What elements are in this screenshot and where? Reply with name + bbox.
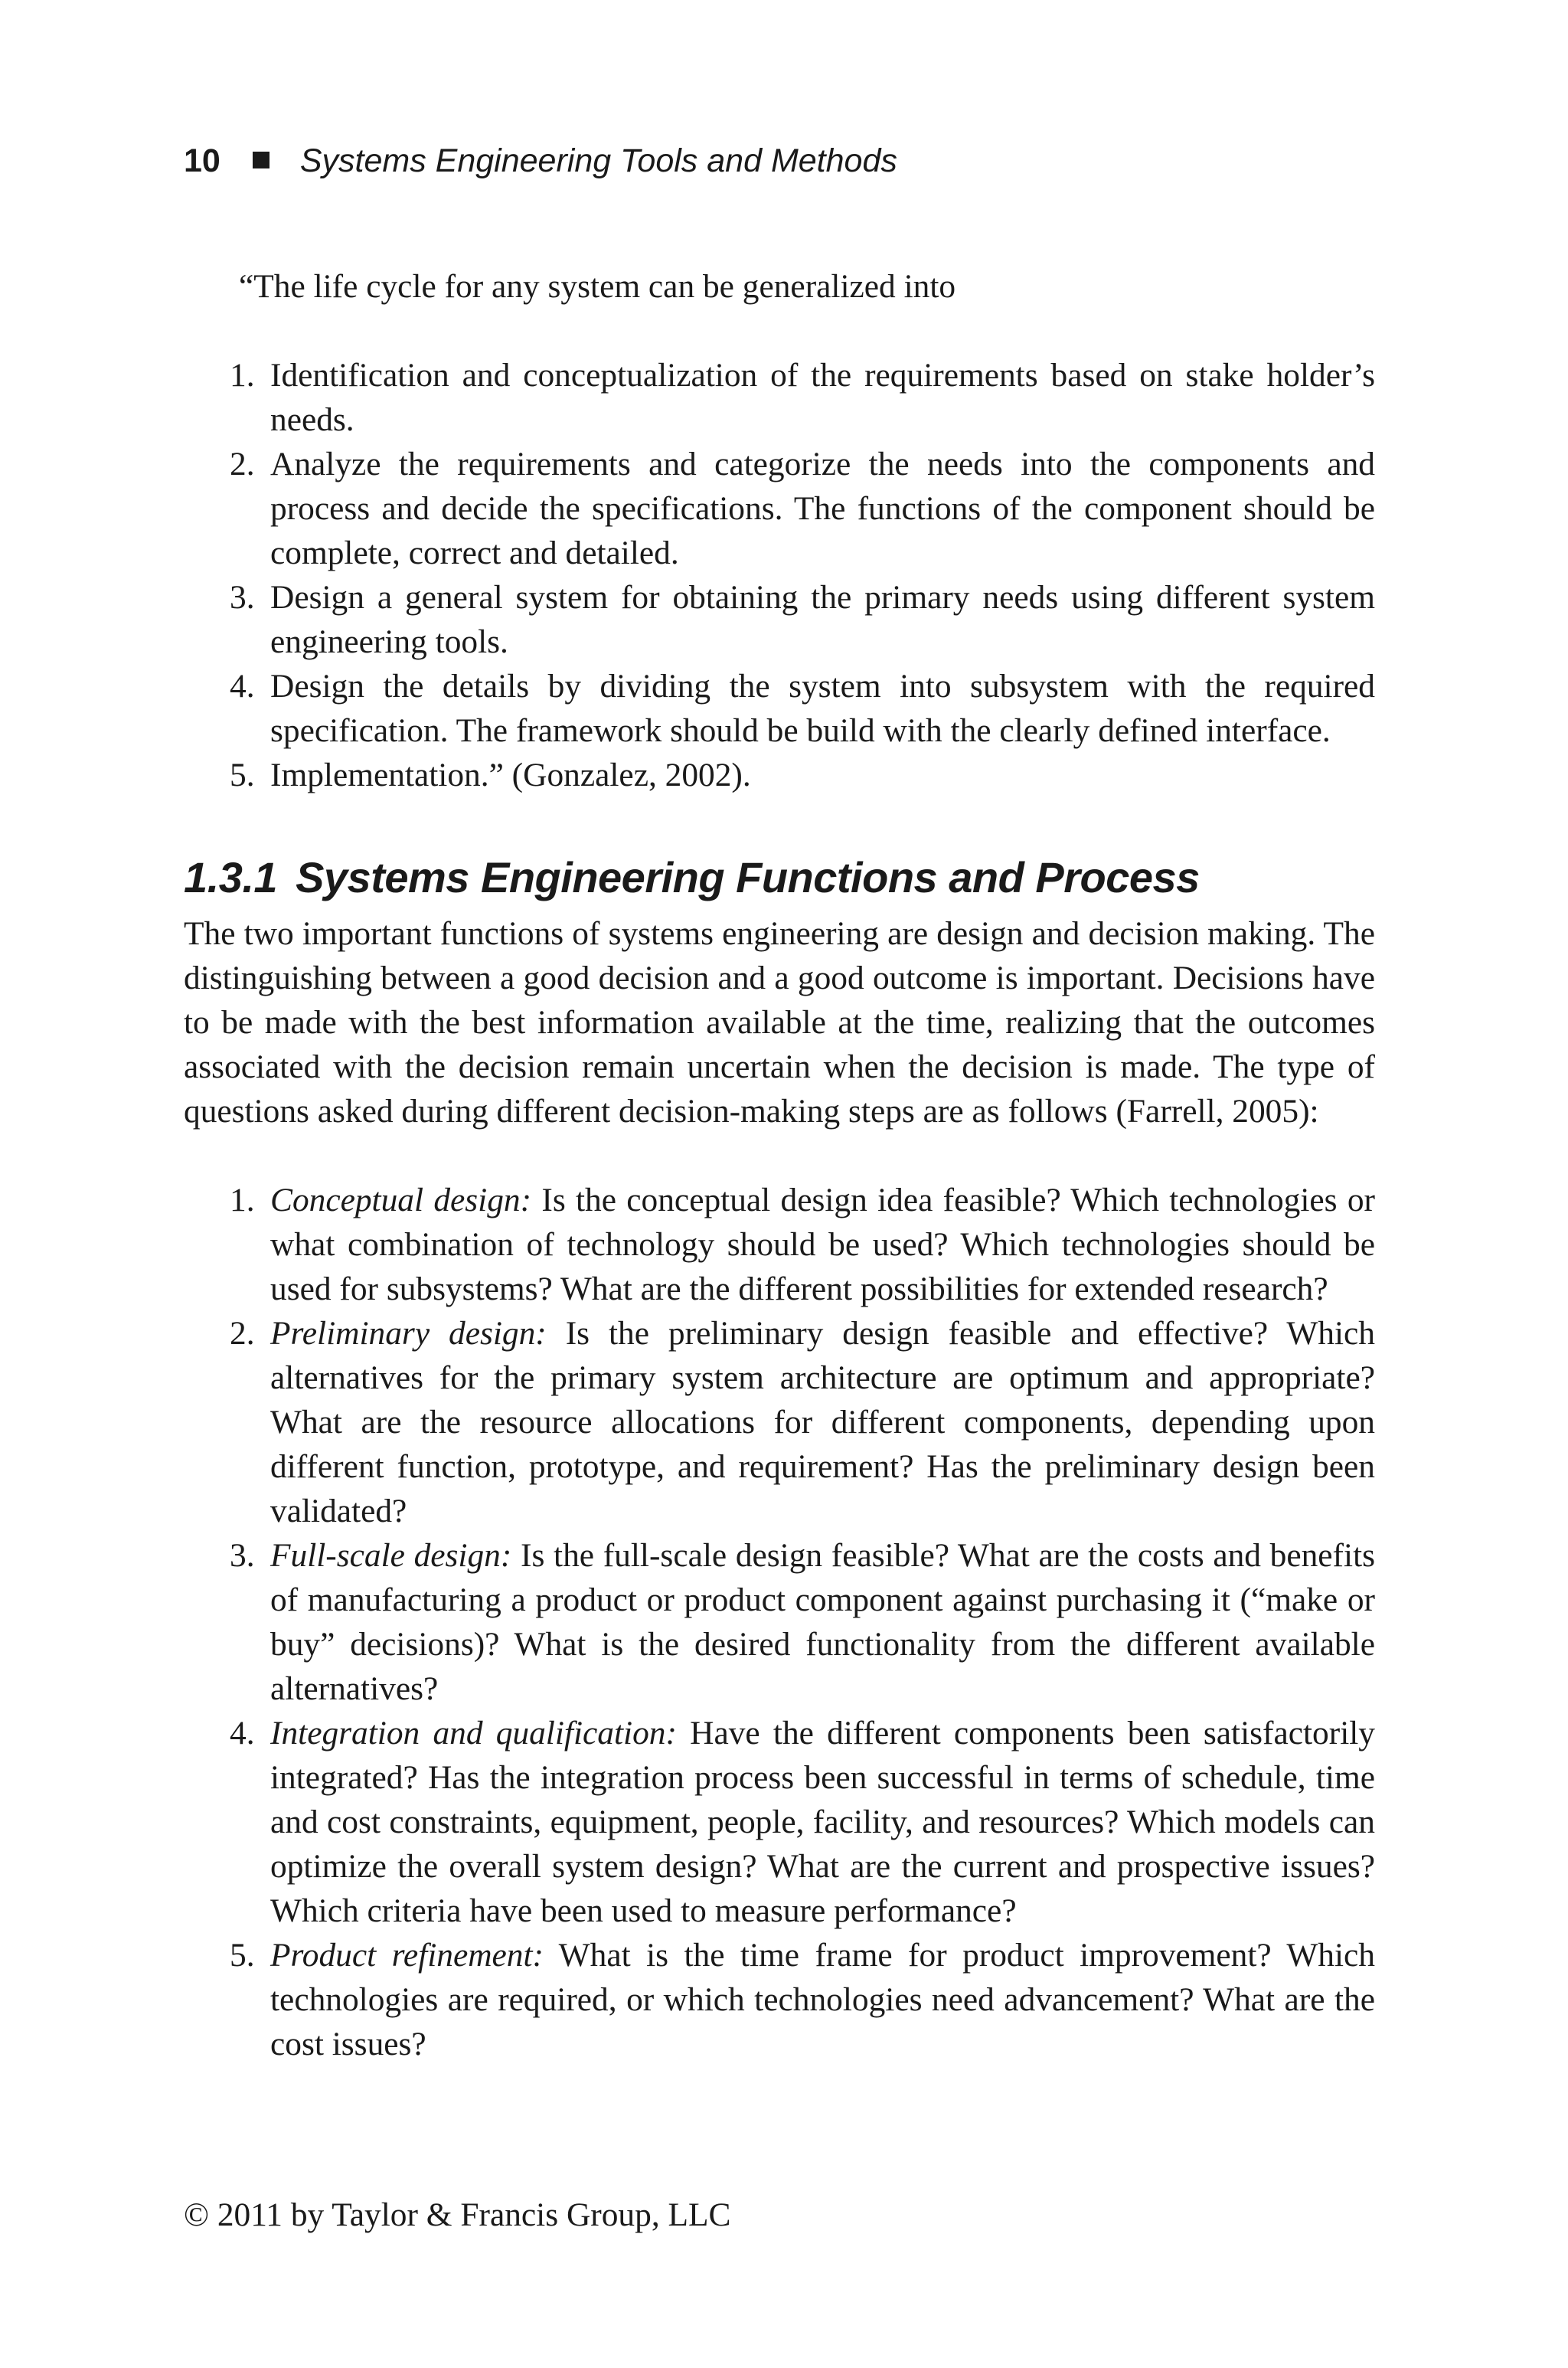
list-item-text: Is the full-scale design feasible? What are the costs and benefits of manufacturing a product or product component against purchasing it (“make or buy” decisions)? What is the desired functionality from the different available alternatives?: [270, 1537, 1376, 1707]
step-term: Integration and qualification:: [270, 1715, 677, 1751]
section-heading: [184, 853, 1375, 902]
square-bullet-icon: [253, 152, 270, 168]
list-item-text: What is the time frame for product improvement? Which technologies are required, or which technologies need advancement? What are the cost issues?: [270, 1937, 1375, 2062]
step-term: Product refinement:: [270, 1937, 544, 1974]
list-item-text: Is the conceptual design idea feasible? Which technologies or what combination of technology should be used? Which technologies should be used for subsystems? What are the different possibilities for extended research?: [270, 1182, 1375, 1307]
list-number: 2.: [230, 1315, 255, 1352]
quote-intro: “The life cycle for any system can be generalized into: [239, 268, 956, 305]
list-item: [184, 1178, 1375, 1311]
life-cycle-list: [184, 353, 1375, 797]
list-number: 4.: [230, 1715, 255, 1751]
list-number: 4.: [230, 668, 255, 705]
list-item: [184, 1933, 1375, 2066]
page-number: 10: [184, 142, 220, 179]
list-number: 1.: [230, 1182, 255, 1218]
step-term: Preliminary design:: [270, 1315, 547, 1352]
list-item: [184, 753, 1375, 797]
body-paragraph: The two important functions of systems engineering are design and decision making. The distinguishing between a good decision and a good outcome is important. Decisions have to be made with the best information available at the time, realizing that the outcomes associated with the decision remain uncertain when the decision is made. The type of questions asked during different decision-making steps are as follows (Farrell, 2005):: [184, 915, 1375, 1130]
list-item: [184, 1533, 1375, 1711]
list-item: [184, 442, 1375, 575]
list-item: [184, 1311, 1375, 1533]
decision-steps-list: [184, 1178, 1375, 2066]
list-item: [184, 575, 1375, 664]
list-number: 5.: [230, 1937, 255, 1974]
list-item-text: Design a general system for obtaining the primary needs using different system engineering tools.: [270, 579, 1375, 660]
step-term: Conceptual design:: [270, 1182, 532, 1218]
section-number: 1.3.1: [184, 853, 278, 901]
list-item-text: Implementation.” (Gonzalez, 2002).: [270, 757, 751, 793]
list-number: 1.: [230, 357, 255, 394]
list-item-text: Analyze the requirements and categorize the needs into the components and process and decide the specifications. The functions of the component should be complete, correct and detailed.: [270, 446, 1375, 571]
list-item-text: Is the preliminary design feasible and effective? Which alternatives for the primary system architecture are optimum and appropriate? What are the resource allocations for different components, depending upon different function, prototype, and requirement? Has the preliminary design been validated?: [270, 1315, 1375, 1529]
list-number: 2.: [230, 446, 255, 482]
running-title: Systems Engineering Tools and Methods: [299, 142, 897, 179]
list-item: [184, 664, 1375, 753]
page-content: [184, 264, 1375, 2066]
list-item-text: Design the details by dividing the system into subsystem with the required specification. The framework should be build with the clearly defined interface.: [270, 668, 1375, 749]
running-head: [184, 139, 897, 182]
list-item-text: Have the different components been satisfactorily integrated? Has the integration process been successful in terms of schedule, time and cost constraints, equipment, people, facility, and resources? Which models can optimize the overall system design? What are the current and prospective issues? Which criteria have been used to measure performance?: [270, 1715, 1375, 1929]
step-term: Full-scale design:: [270, 1537, 512, 1574]
section-title: Systems Engineering Functions and Process: [296, 853, 1200, 901]
list-number: 3.: [230, 579, 255, 616]
list-item: [184, 353, 1375, 442]
list-number: 5.: [230, 757, 255, 793]
list-number: 3.: [230, 1537, 255, 1574]
copyright-footer: © 2011 by Taylor & Francis Group, LLC: [184, 2196, 731, 2233]
list-item-text: Identification and conceptualization of the requirements based on stake holder’s needs.: [270, 357, 1375, 438]
list-item: [184, 1711, 1375, 1933]
